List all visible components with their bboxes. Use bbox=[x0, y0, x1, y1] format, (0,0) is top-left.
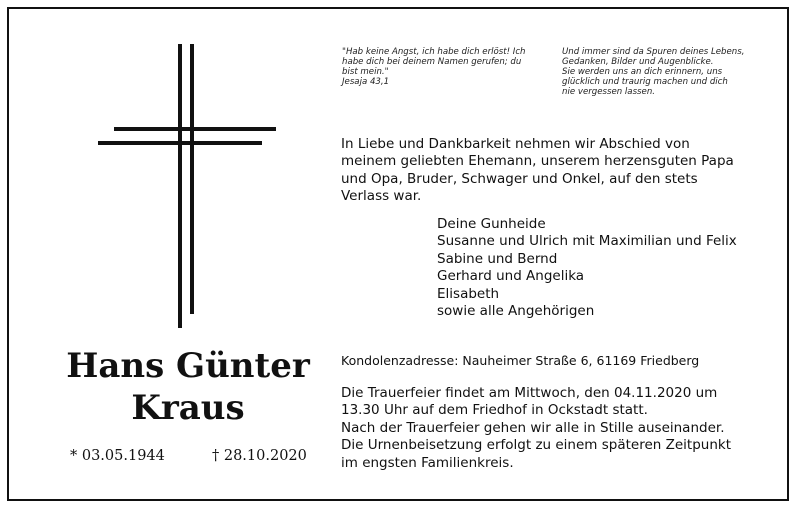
bible-quote bbox=[342, 47, 552, 87]
family-member: Deine Gunheide bbox=[437, 216, 546, 232]
cross-vertical-right bbox=[190, 44, 194, 314]
memorial-quote bbox=[562, 47, 772, 97]
bible-quote-source: Jesaja 43,1 bbox=[342, 77, 390, 87]
family-list bbox=[437, 216, 787, 320]
farewell-text bbox=[341, 136, 781, 206]
death-date: † 28.10.2020 bbox=[212, 448, 307, 464]
cross-horizontal-bottom bbox=[98, 141, 262, 145]
family-member: Elisabeth bbox=[437, 285, 500, 302]
ceremony-paragraph: Die Trauerfeier findet am Mittwoch, den 04.11.2020 um 13.30 Uhr auf dem Friedhof in Ockstadt statt. Nach der Trauerfeier gehen wir alle in Stille auseinander. Die Urnenbeisetzung erfolgt zu einem späteren Zeitpunkt im engsten Familienkreis. bbox=[341, 385, 732, 471]
bible-quote-text: "Hab keine Angst, ich habe dich erlöst! Ich habe dich bei deinem Namen gerufen; du bist mein." bbox=[342, 47, 526, 77]
deceased-last-name: Kraus bbox=[131, 388, 245, 428]
family-member: sowie alle Angehörigen bbox=[437, 303, 595, 320]
deceased-first-name: Hans Günter bbox=[66, 346, 310, 386]
ceremony-info bbox=[341, 385, 786, 472]
cross-vertical-left bbox=[178, 44, 182, 328]
cross-icon bbox=[98, 44, 278, 328]
birth-date: * 03.05.1944 bbox=[70, 448, 165, 464]
family-member: Sabine und Bernd bbox=[437, 250, 558, 267]
cross-horizontal-top bbox=[114, 127, 276, 131]
farewell-paragraph: In Liebe und Dankbarkeit nehmen wir Abschied von meinem geliebten Ehemann, unserem herzensguten Papa und Opa, Bruder, Schwager und Onkel, auf den stets Verlass war. bbox=[341, 136, 734, 205]
family-member: Gerhard und Angelika bbox=[437, 268, 585, 285]
family-member: Susanne und Ulrich mit Maximilian und Felix bbox=[437, 233, 737, 250]
deceased-name bbox=[40, 345, 336, 429]
condolence-address: Kondolenzadresse: Nauheimer Straße 6, 61169 Friedberg bbox=[341, 353, 700, 368]
memorial-quote-text: Und immer sind da Spuren deines Lebens, Gedanken, Bilder und Augenblicke. Sie werden uns an dich erinnern, uns glücklich und traurig machen und dich nie vergessen lassen. bbox=[562, 47, 745, 97]
